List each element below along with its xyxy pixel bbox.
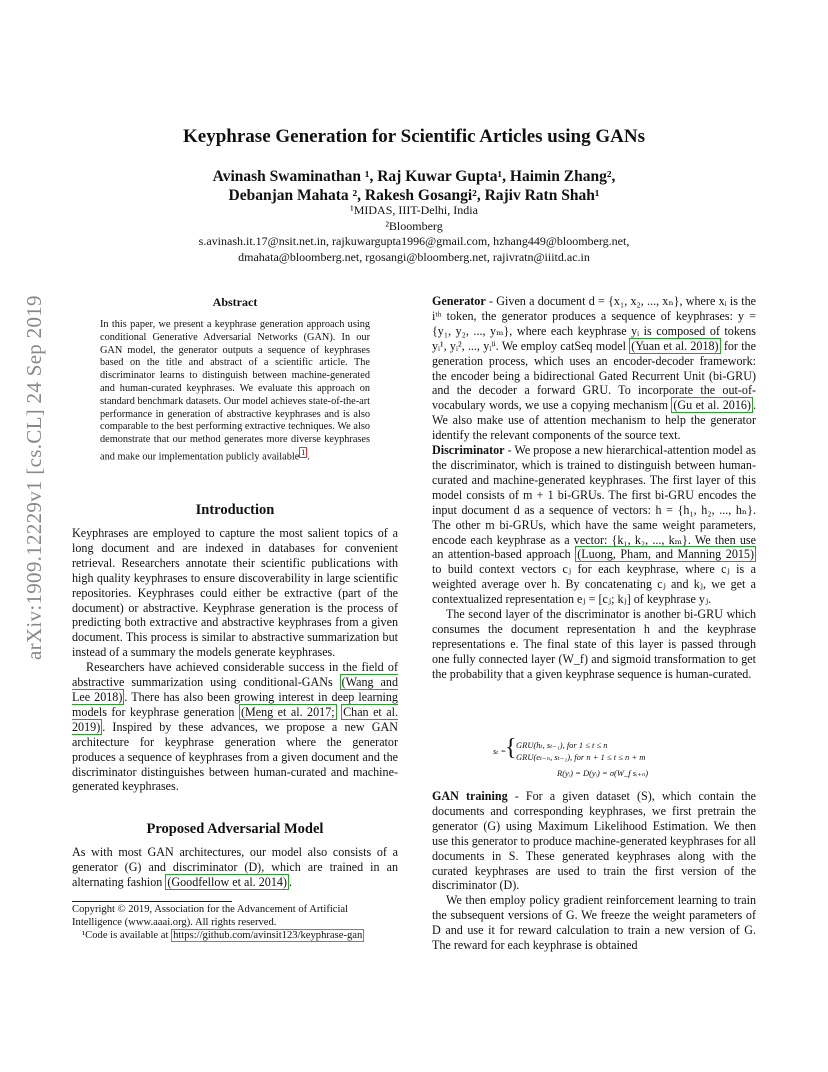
generator-text: for the generation process, which uses an encoder-decoder framework: the encoder being a bidirectional Gated Recurrent Unit (bi-GRU) and the decoder a forward GRU. To incorporate the out-of-vocabulary words, we use a copying mechanism bbox=[432, 338, 756, 413]
equation-case-1: GRU(hₜ, sₜ₋₁), for 1 ≤ t ≤ n bbox=[516, 740, 608, 750]
abstract-body: In this paper, we present a keyphrase generation approach using conditional Generative Adversarial Networks (GAN). In our GAN model, the generator outputs a sequence of keyphrases based on the title and abstract of a scientific article. The discriminator learns to distinguish between machine-generated and human-curated keyphrases. We evaluate this approach on standard benchmark datasets. Our model achieves state-of-the-art performance in generation of abstractive keyphrases and is also comparable to the best performing extractive techniques. We also demonstrate that our method generates more diverse keyphrases and make our implementation publicly available $^1$ . bbox=[100, 319, 370, 463]
training-label: GAN training bbox=[432, 789, 508, 803]
discriminator-text: to build context vectors cⱼ for each keyphrase, where cⱼ is a weighted average over h. By concatenating cⱼ and kⱼ, we get a contextualized representation eⱼ = [cⱼ; kⱼ] of keyphrase yⱼ. bbox=[432, 562, 756, 607]
training-text: - For a given dataset (S), which contain the documents and corresponding keyphrases, we first pretrain the generator (G) using Maximum Likelihood Estimation. We then use this generator to produce machine-generated keyphrases for all documents in S. These generated keyphrases along with the curated keyphrases are used to train the first version of the discriminator (D). bbox=[432, 789, 756, 893]
citation-link[interactable]: (Luong, Pham, and Manning 2015) bbox=[577, 547, 754, 562]
intro-text: . Inspired by these advances, we propose a new GAN architecture for keyphrase generation where the generator produces a sequence of keyphrases from a given document and the discriminator distinguishes between human-curated and machine-generated keyphrases. bbox=[72, 719, 398, 794]
citation-link[interactable]: Chan et al. 2019) bbox=[72, 704, 399, 734]
section-heading-introduction: Introduction bbox=[195, 502, 275, 518]
discriminator-paragraph-2: The second layer of the discriminator is another bi-GRU which consumes the document representation h and the keyphrase representations e. The final state of this layer is passed through one fully connected layer (W_f) and sigmoid transformation to get the probability that a given keyphrase sequence is human-curated. bbox=[432, 607, 756, 681]
paper-title: Keyphrase Generation for Scientific Articles using GANs bbox=[183, 126, 645, 147]
generator-label: Generator bbox=[432, 294, 486, 308]
code-footnote-text: ¹Code is available at bbox=[82, 930, 169, 941]
emails-line-1: s.avinash.it.17@nsit.net.in, rajkuwargupta1996@gmail.com, hzhang449@bloomberg.net, bbox=[198, 234, 630, 248]
model-text: . bbox=[288, 874, 292, 889]
equation-case-2: GRU(eₜ₋ₙ, sₜ₋₁), for n + 1 ≤ t ≤ n + m bbox=[516, 752, 646, 762]
citation-link[interactable]: (Goodfellow et al. 2014) bbox=[167, 874, 287, 889]
equation-lhs: sₜ = bbox=[493, 746, 507, 756]
training-paragraph-2: We then employ policy gradient reinforcement learning to train the subsequent versions of G. We freeze the weight parameters of D and use it for reward calculation to train a new version of G. The reward for each keyphrase is obtained bbox=[432, 893, 756, 953]
footnote-ref[interactable]: 1 bbox=[301, 447, 306, 457]
citation-link[interactable]: (Meng et al. 2017; bbox=[240, 704, 335, 719]
discriminator-paragraph bbox=[432, 443, 756, 607]
right-column bbox=[432, 294, 756, 682]
affiliation-2: ²Bloomberg bbox=[385, 218, 443, 233]
intro-text: . There has also been growing interest in deep learning models for keyphrase generation bbox=[72, 689, 398, 719]
github-link[interactable]: https://github.com/avinsit123/keyphrase-gan bbox=[173, 930, 363, 941]
generator-text: . We also make use of attention mechanism to help the generator identify the relevant components of the source text. bbox=[432, 398, 756, 443]
model-body bbox=[72, 845, 398, 890]
intro-text: Researchers have achieved considerable success in the field of abstractive summarization using conditional-GANs bbox=[72, 660, 398, 690]
discriminator-label: Discriminator bbox=[432, 443, 505, 458]
footnotes bbox=[72, 903, 398, 942]
author-line-2: Debanjan Mahata ², Rakesh Gosangi², Rajiv Ratn Shah¹ bbox=[228, 187, 600, 204]
citation-link[interactable]: (Yuan et al. 2018) bbox=[631, 338, 719, 353]
model-paragraph bbox=[72, 845, 398, 890]
section-heading-model: Proposed Adversarial Model bbox=[146, 821, 324, 837]
citation-link[interactable]: (Wang and Lee 2018) bbox=[72, 675, 399, 704]
generator-paragraph bbox=[432, 294, 756, 443]
training-section bbox=[432, 789, 756, 953]
emails-line-2: dmahata@bloomberg.net, rgosangi@bloomberg.net, rajivratn@iiitd.ac.in bbox=[238, 249, 590, 264]
affiliations bbox=[0, 203, 828, 265]
footnote-divider bbox=[72, 901, 232, 902]
training-paragraph bbox=[432, 789, 756, 893]
code-footnote bbox=[72, 929, 398, 942]
equation-cases bbox=[516, 739, 645, 763]
author-list bbox=[0, 167, 828, 205]
equation-reward: R(yᵢ) = D(yᵢ) = σ(W_f sᵢ₊ₙ) bbox=[557, 768, 649, 778]
introduction-body bbox=[72, 526, 398, 794]
abstract-heading: Abstract bbox=[212, 295, 258, 309]
arxiv-identifier: arXiv:1909.12229v1 [cs.CL] 24 Sep 2019 bbox=[22, 295, 46, 660]
intro-paragraph-1: Keyphrases are employed to capture the most salient topics of a long document and are indexed in databases for convenient retrieval. Researchers annotate their scientific publications with high quality keyphrases to ensure discoverability in large scientific repositories. Keyphrases could either be extractive (part of the document) or abstractive. Keyphrase generation is the process of predicting both extractive and abstractive keyphrases from a given document. This process is similar to abstractive summarization but instead of a summary the models generate keyphrases. bbox=[72, 526, 398, 660]
equation-brace: { bbox=[505, 735, 517, 761]
model-text: As with most GAN architectures, our model also consists of a generator (G) and discriminator (D), which are trained in an alternating fashion bbox=[72, 845, 398, 889]
affiliation-1: ¹MIDAS, IIIT-Delhi, India bbox=[350, 203, 478, 217]
intro-paragraph-2 bbox=[72, 660, 398, 794]
citation-link[interactable]: (Gu et al. 2016) bbox=[673, 398, 751, 413]
discriminator-text: - We propose a new hierarchical-attention model as the discriminator, which is trained to distinguish between human-curated and machine-generated keyphrases. The first layer of this model consists of m + 1 bi-GRUs. The first bi-GRU encodes the input document d as a sequence of vectors: h = {h₁, h₂, ..., hₙ}. The other m bi-GRUs, which have the same weight parameters, encode each keyphrase as a vector: {k₁, k₂, ..., kₘ}. We then use an attention-based approach bbox=[432, 443, 756, 562]
abstract-text: In this paper, we present a keyphrase generation approach using conditional Generative Adversarial Networks (GAN). In our GAN model, the generator outputs a sequence of keyphrases based on the title and abstract of a scientific article. The discriminator learns to distinguish between machine-generated and human-curated keyphrases. We evaluate this approach on standard benchmark datasets. Our model achieves state-of-the-art performance in generation of abstractive keyphrases and is also comparable to the best performing extractive techniques. We also demonstrate that our method generates more diverse keyphrases and make our implementation publicly available bbox=[100, 319, 370, 463]
copyright-notice: Copyright © 2019, Association for the Advancement of Artificial Intelligence (www.aaai.org). All rights reserved. bbox=[72, 904, 349, 928]
author-line-1: Avinash Swaminathan ¹, Raj Kuwar Gupta¹, Haimin Zhang², bbox=[212, 168, 616, 185]
generator-text: - Given a document d = {x₁, x₂, ..., xₙ}, where xᵢ is the iᵗʰ token, the generator produces a sequence of keyphrases: y = {y₁, y₂, ..., yₘ}, where each keyphrase yᵢ is composed of tokens yᵢ¹, yᵢ², ..., yᵢˡⁱ. We employ catSeq model bbox=[432, 294, 756, 353]
